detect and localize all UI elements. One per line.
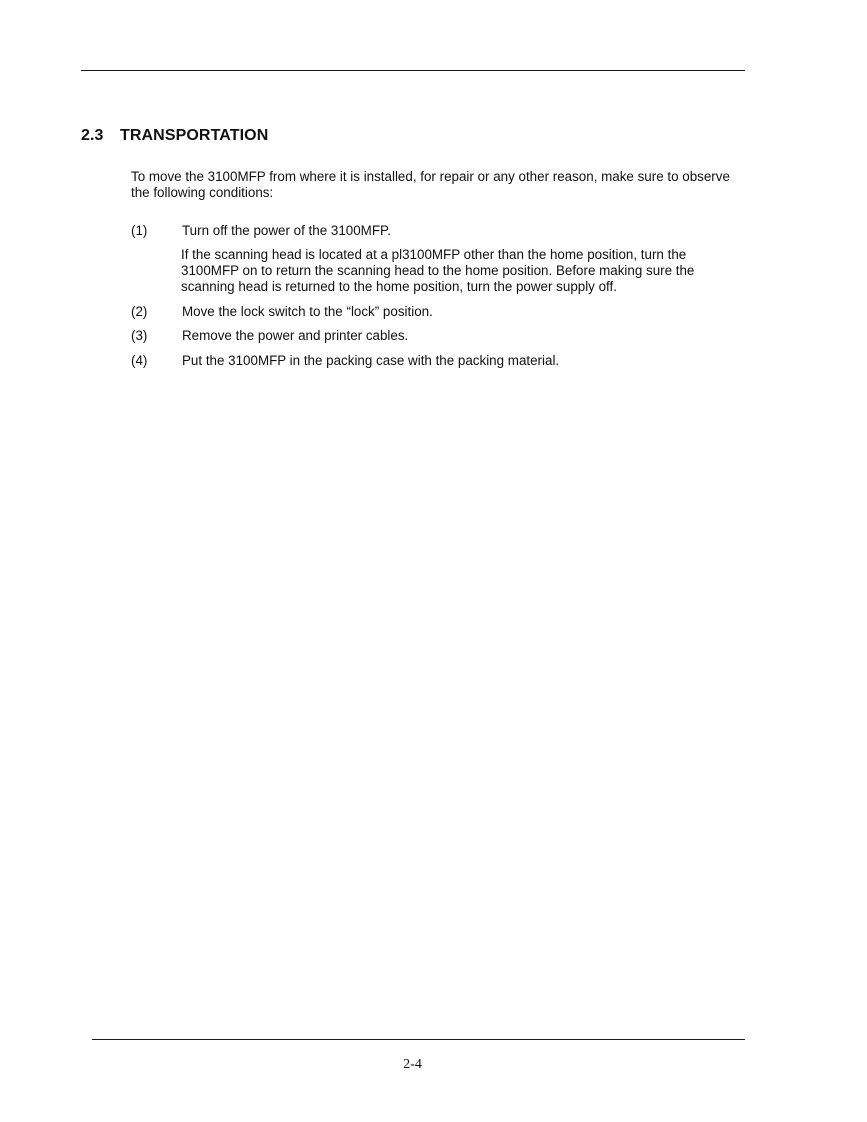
step-text: Move the lock switch to the “lock” position.	[182, 304, 433, 319]
step-text: Remove the power and printer cables.	[182, 328, 409, 343]
step-note: If the scanning head is located at a pl3100MFP other than the home position, turn the 3100MFP on to return the scanning head to the home position. Before making sure the scanning head is returned to the home position, turn the power supply off.	[181, 247, 695, 294]
section-heading	[81, 127, 268, 145]
step-text: Put the 3100MFP in the packing case with the packing material.	[182, 353, 560, 368]
page-number: 2-4	[403, 1057, 422, 1072]
step-number: (1)	[131, 223, 148, 238]
header-rule	[81, 70, 745, 71]
step-number: (3)	[131, 328, 148, 343]
section-number: 2.3	[81, 127, 104, 144]
footer-rule	[92, 1039, 745, 1040]
section-title: TRANSPORTATION	[120, 127, 269, 144]
step-number: (4)	[131, 353, 148, 368]
intro-paragraph: To move the 3100MFP from where it is installed, for repair or any other reason, make sure to observe the following conditions:	[131, 169, 730, 200]
step-text: Turn off the power of the 3100MFP.	[182, 223, 391, 238]
step-number: (2)	[131, 304, 148, 319]
